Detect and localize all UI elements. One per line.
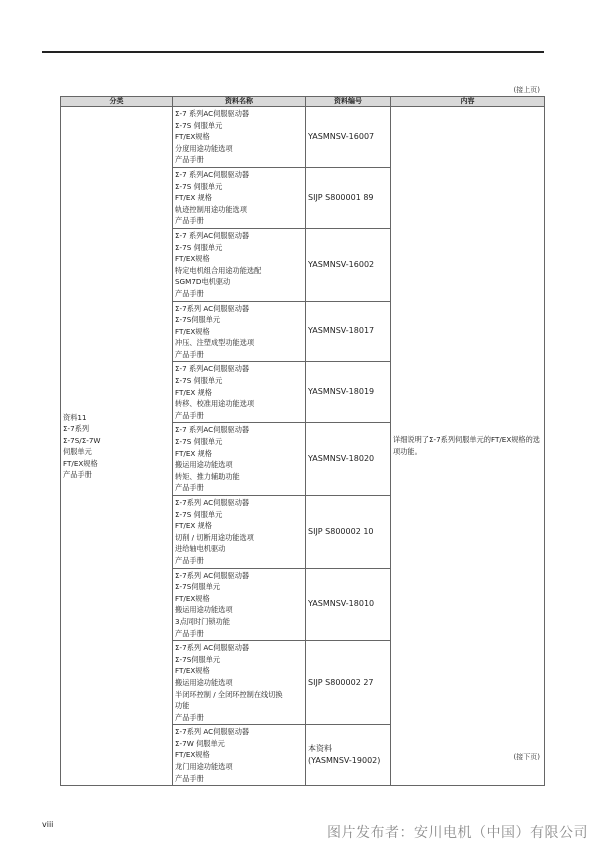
doc-number-cell [306, 362, 391, 423]
doc-name-line: FT/EX 规格 [175, 521, 212, 531]
doc-name-line: 转移、校准用途功能选项 [175, 399, 255, 409]
category-line: FT/EX规格 [63, 458, 98, 468]
continued-on-next-label: (接下页) [513, 753, 540, 761]
category-line: Σ-7系列 [63, 424, 90, 434]
doc-name-line: Σ-7S 伺服单元 [175, 437, 223, 447]
doc-number-cell [306, 228, 391, 301]
doc-name-line: 转矩、推力辅助功能 [175, 471, 240, 481]
doc-name-line: FT/EX规格 [175, 254, 210, 264]
doc-number-line: YASMNSV-18017 [308, 326, 375, 336]
category-line: Σ-7S/Σ-7W [63, 435, 101, 445]
doc-name-line: 搬运用途功能选项 [175, 460, 233, 470]
doc-number-line: SIJP S800002 10 [308, 526, 374, 536]
doc-name-cell [173, 167, 306, 228]
doc-number-line: (YASMNSV-19002) [308, 756, 381, 766]
doc-name-line: Σ-7系列 AC伺服驱动器 [175, 498, 250, 507]
doc-name-line: Σ-7S 伺服单元 [175, 509, 223, 519]
publisher-watermark: 图片发布者：安川电机（中国）有限公司 [327, 825, 588, 841]
header-doc-number: 资料编号 [306, 97, 391, 107]
doc-name-line: Σ-7 系列AC伺服驱动器 [175, 425, 250, 435]
doc-name-line: Σ-7S伺服单元 [175, 315, 221, 325]
doc-name-line: 功能 [175, 701, 190, 711]
content-description-cell: 详细说明了Σ-7系列伺服单元的FT/EX规格的选项功能。 [391, 107, 545, 786]
doc-name-line: 轨迹控制用途功能选项 [175, 204, 247, 214]
doc-number-line: YASMNSV-18020 [308, 454, 375, 464]
doc-name-cell [173, 301, 306, 362]
category-line: 伺服单元 [63, 447, 92, 457]
doc-name-line: 搬运用途功能选项 [175, 677, 233, 687]
table-row [61, 107, 545, 168]
doc-name-line: Σ-7系列 AC伺服驱动器 [175, 727, 250, 737]
category-cell [61, 107, 173, 786]
doc-number-cell [306, 725, 391, 786]
doc-number-line: YASMNSV-16007 [308, 131, 375, 141]
doc-name-line: Σ-7S 伺服单元 [175, 181, 223, 191]
doc-name-line: 龙门用途功能选项 [175, 762, 233, 772]
doc-number-cell [306, 496, 391, 569]
doc-name-line: Σ-7S 伺服单元 [175, 120, 223, 130]
doc-name-cell [173, 228, 306, 301]
doc-number-cell [306, 167, 391, 228]
doc-name-line: 产品手册 [175, 288, 204, 298]
doc-name-line: SGM7D电机驱动 [175, 277, 231, 287]
doc-name-cell [173, 362, 306, 423]
doc-number-cell [306, 107, 391, 168]
doc-name-cell [173, 423, 306, 496]
table-header-row [61, 97, 545, 107]
doc-name-line: FT/EX规格 [175, 666, 210, 676]
doc-name-line: 冲压、注塑成型功能选项 [175, 338, 255, 348]
doc-name-cell [173, 496, 306, 569]
doc-name-line: FT/EX 规格 [175, 193, 212, 203]
doc-name-line: 产品手册 [175, 483, 204, 493]
doc-name-cell [173, 725, 306, 786]
doc-name-line: 搬运用途功能选项 [175, 605, 233, 615]
doc-name-line: 半闭环控制 / 全闭环控制在线切换 [175, 689, 283, 699]
doc-name-line: Σ-7 系列AC伺服驱动器 [175, 364, 250, 374]
doc-name-line: FT/EX规格 [175, 593, 210, 603]
doc-number-line: YASMNSV-16002 [308, 259, 375, 269]
manual-list-table [60, 96, 545, 786]
doc-name-cell [173, 568, 306, 641]
page-number: viii [42, 820, 54, 829]
doc-name-line: 产品手册 [175, 155, 204, 165]
doc-name-line: Σ-7S 伺服单元 [175, 376, 223, 386]
category-line: 产品手册 [63, 470, 92, 480]
doc-name-line: 分度用途功能选项 [175, 143, 233, 153]
doc-name-line: FT/EX规格 [175, 750, 210, 760]
doc-number-cell [306, 301, 391, 362]
doc-name-line: FT/EX 规格 [175, 387, 212, 397]
doc-name-line: 产品手册 [175, 628, 204, 638]
doc-name-line: Σ-7S伺服单元 [175, 654, 221, 664]
doc-name-line: Σ-7S伺服单元 [175, 582, 221, 592]
doc-name-line: FT/EX规格 [175, 326, 210, 336]
doc-name-cell [173, 107, 306, 168]
doc-name-line: 产品手册 [175, 773, 204, 783]
doc-number-line: YASMNSV-18010 [308, 599, 375, 609]
doc-name-cell [173, 641, 306, 725]
top-rule [42, 51, 544, 53]
doc-name-line: Σ-7 系列AC伺服驱动器 [175, 109, 250, 118]
header-category: 分类 [61, 97, 173, 107]
doc-name-line: 特定电机组合用途功能选配 [175, 265, 262, 275]
doc-name-line: 产品手册 [175, 555, 204, 565]
doc-name-line: 产品手册 [175, 349, 204, 359]
doc-name-line: 产品手册 [175, 216, 204, 226]
doc-name-line: 产品手册 [175, 410, 204, 420]
doc-name-line: Σ-7系列 AC伺服驱动器 [175, 643, 250, 653]
continued-from-previous-label: (接上页) [513, 86, 540, 94]
doc-number-cell [306, 641, 391, 725]
doc-name-line: FT/EX 规格 [175, 448, 212, 458]
doc-number-line: YASMNSV-18019 [308, 387, 375, 397]
doc-number-line: SIJP S800002 27 [308, 677, 374, 687]
doc-number-cell [306, 568, 391, 641]
doc-name-line: 产品手册 [175, 712, 204, 722]
category-line: 资料11 [63, 412, 87, 422]
doc-number-cell [306, 423, 391, 496]
doc-name-line: 切削 / 切断用途功能选项 [175, 532, 254, 542]
doc-name-line: Σ-7系列 AC伺服驱动器 [175, 303, 250, 313]
doc-number-line: SIJP S800001 89 [308, 192, 374, 202]
doc-name-line: Σ-7 系列AC伺服驱动器 [175, 230, 250, 240]
doc-name-line: 3点同时门锁功能 [175, 616, 230, 626]
doc-name-line: Σ-7 系列AC伺服驱动器 [175, 169, 250, 179]
header-content: 内容 [391, 97, 545, 107]
header-doc-name: 资料名称 [173, 97, 306, 107]
doc-name-line: FT/EX规格 [175, 132, 210, 142]
doc-number-line: 本资料 [308, 743, 332, 753]
doc-name-line: Σ-7W 伺服单元 [175, 738, 225, 748]
doc-name-line: Σ-7S 伺服单元 [175, 242, 223, 252]
doc-name-line: Σ-7系列 AC伺服驱动器 [175, 570, 250, 580]
doc-name-line: 进给轴电机驱动 [175, 544, 226, 554]
